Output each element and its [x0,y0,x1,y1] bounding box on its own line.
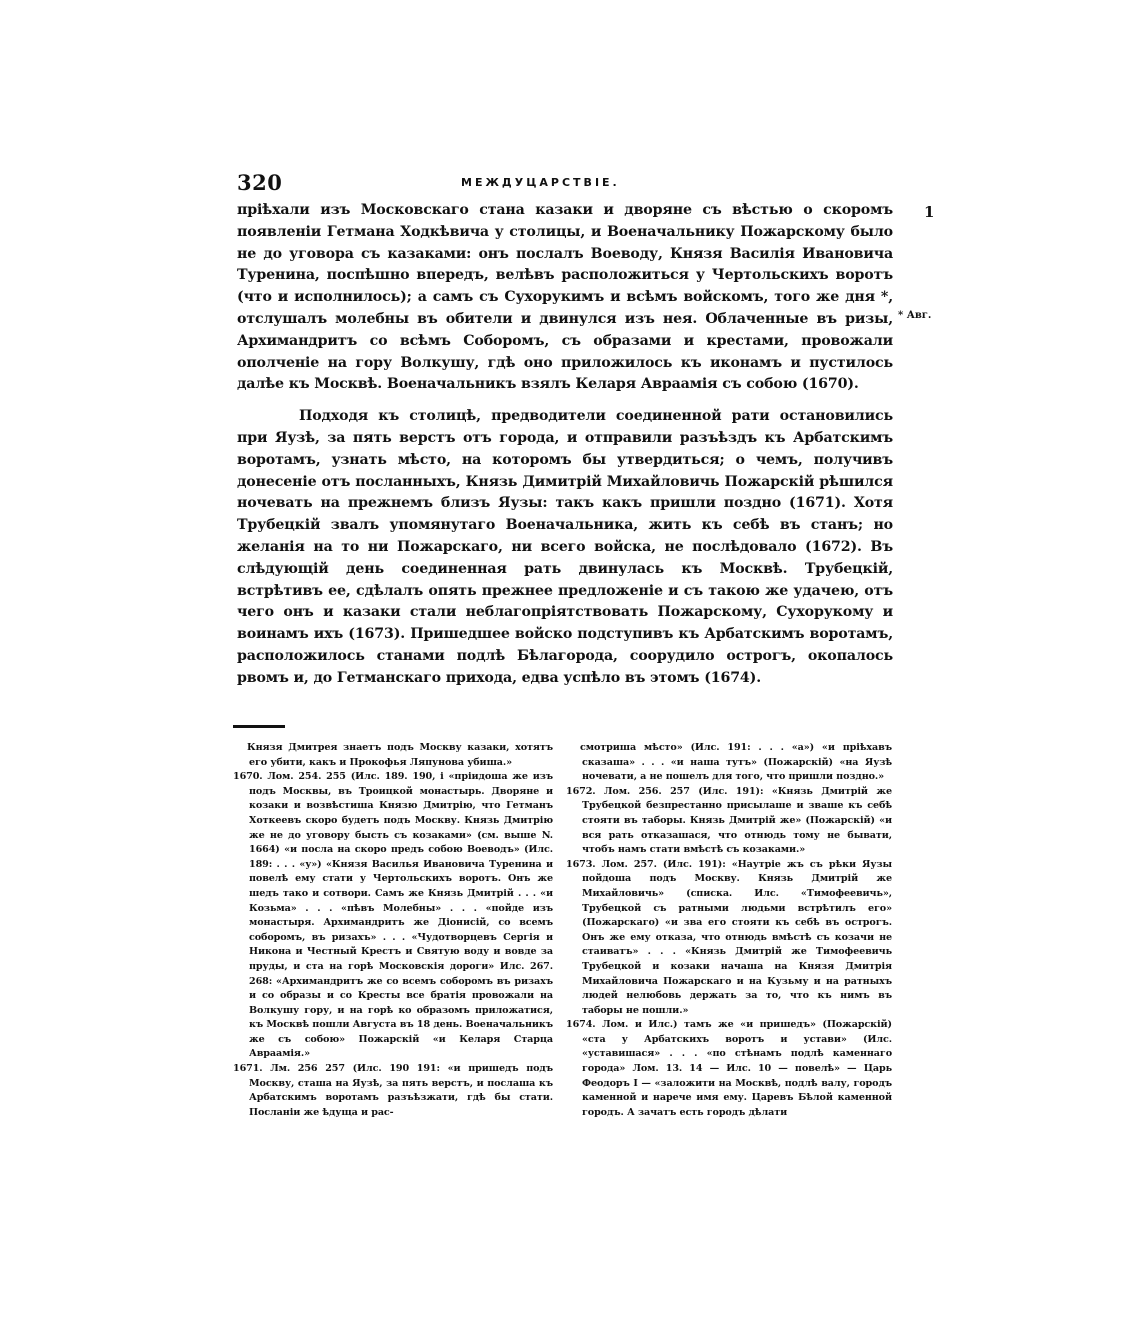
footnote: смотриша мѣсто» (Илс. 191: . . . «а») «и пріѣхавъ сказаша» . . . «и наша тутъ» (Пожарскій) «на Яузѣ ночевати, а не пошелъ для того, что пришли поздно.» [580,742,892,783]
footnote: 1670. Лом. 254. 255 (Илс. 189. 190, і «пріидоша же изъ подъ Москвы, въ Троицкой монастырь. Дворяне и козаки и возвѣстиша Князю Дмитрію, что Гетманъ Хоткеевъ скоро будетъ подъ Москву. Князь Дмитрію же не до уговору бысть съ козаками» (см. выше N. 1664) «и посла на скоро предъ собою Воеводъ» (Илс. 189: . . . «у») «Князя Василья Ивановича Туренина и повелѣ ему стати у Чертольскихъ воротъ. Онъ же шедъ тако и сотвори. Самъ же Князь Дмитрій . . . «и Козьма» . . . «пѣвъ Молебны» . . . «пойде изъ монастыря. Архимандритъ же Діонисій, со всемъ соборомъ, въ ризахъ» . . . «Чудотворцевъ Сергія и Никона и Честный Крестъ и Святую воду и вовде за пруды, и ста на горѣ Московскія дороги» Илс. 267. 268: «Архимандритъ же со всемъ соборомъ въ ризахъ и со образы и со Кресты все братія провожали на Волкушу гору, и на горѣ ко образомъ приложатися, къ Москвѣ пошли Августа въ 18 день. Военачальникъ же съ собою» Пожарскій «и Келаря Старца Авраамія.» [233,771,553,1060]
page-number: 320 [237,170,283,195]
footnote: 1674. Лом. и Илс.) тамъ же «и пришедъ» (Пожарскій) «ста у Арбатскихъ воротъ и устави» (Илс. «уставишася» . . . «по стѣнамъ подлѣ каменнаго города» Лом. 13. 14 — Илс. 10 — повелѣ» — Царь Феодоръ I — «заложити на Москвѣ, подлѣ валу, городъ каменной и нарече имя ему. Царевъ Бѣлой каменной городъ. А зачатъ есть городъ дѣлати [566,1019,892,1118]
footnote-separator [233,725,285,728]
footnote: 1671. Лм. 256 257 (Илс. 190 191: «и пришедъ подъ Москву, сташа на Яузѣ, за пять верстъ, и послаша къ Арбатскимъ воротамъ разъѣзжати, гдѣ бы стати. Посланіи же ѣдуща и рас- [233,1063,553,1118]
running-title: МЕЖДУЦАРСТВІЕ. [461,176,620,189]
body-paragraph: пріѣхали изъ Московскаго стана казаки и дворяне съ вѣстью о скоромъ появленіи Гетмана Ходкѣвича у столицы, и Военачальнику Пожарскому было не до уговора съ казаками: онъ послалъ Воеводу, Князя Василія Ивановича Туренина, поспѣшно впередъ, велѣвъ расположиться у Чертольскихъ воротъ (что и исполнилось); а самъ съ Сухорукимъ и всѣмъ войскомъ, того же дня *, отслушалъ молебны въ обители и двинулся изъ нея. Облаченные въ ризы, Архимандритъ со всѣмъ Соборомъ, съ образами и крестами, провожали ополченіе на гору Волкушу, гдѣ оно приложилось къ иконамъ и пустилось далѣе къ Москвѣ. Военачальникъ взялъ Келаря Авраамія съ собою (1670). [237,202,893,393]
page-header [233,170,893,198]
main-text [237,200,893,690]
footnote: 1672. Лом. 256. 257 (Илс. 191): «Князь Дмитрій же Трубецкой безпрестанно присылаше и зваше къ себѣ стояти въ таборы. Князь Дмитрій же» (Пожарскій) «и вся рать отказашася, что отнюдь тому не бывати, чтобъ намъ стати вмѣстѣ съ козаками.» [566,785,892,856]
margin-date-note: * Авг. [898,310,932,321]
margin-number: 1 [924,203,935,221]
footnote: Князя Дмитрея знаетъ подъ Москву казаки, хотятъ его убити, какъ и Прокофья Ляпунова убиша.» [247,742,553,768]
footnotes-right-column [566,741,892,1120]
body-paragraph: Подходя къ столицѣ, предводители соединенной рати остановились при Яузѣ, за пять верстъ отъ города, и отправили разъѣздъ къ Арбатскимъ воротамъ, узнать мѣсто, на которомъ бы утвердиться; о чемъ, получивъ донесеніе отъ посланныхъ, Князь Димитрій Михайловичь Пожарскій рѣшился ночевать на прежнемъ близъ Яузы: такъ какъ пришли поздно (1671). Хотя Трубецкій звалъ упомянутаго Военачальника, жить къ себѣ въ станъ; но желанія на то ни Пожарскаго, ни всего войска, не послѣдовало (1672). Въ слѣдующій день соединенная рать двинулась къ Москвѣ. Трубецкій, встрѣтивъ ее, сдѣлалъ опять прежнее предложеніе и съ такою же удачею, отъ чего онъ и казаки стали неблагопріятствовать Пожарскому, Сухорукому и воинамъ ихъ (1673). Пришедшее войско подступивъ къ Арбатскимъ воротамъ, расположилось станами подлѣ Бѣлагорода, соорудило острогъ, окопалось рвомъ и, до Гетманскаго прихода, едва успѣло въ этомъ (1674). [237,408,893,686]
footnotes-left-column [233,741,553,1120]
footnote: 1673. Лом. 257. (Илс. 191): «Наутріе жъ съ рѣки Яузы пойдоша подъ Москву. Князь Дмитрій же Михайловичь» (списка. Илс. «Тимофеевичь», Трубецкой съ ратными людьми встрѣтилъ его» (Пожарскаго) «и зва его стояти къ себѣ въ острогъ. Онъ же ему отказа, что отнюдь вмѣстѣ съ козачи не стаиватъ» . . . «Князь Дмитрій же Тимофеевичь Трубецкой и козаки начаша на Князя Дмитрія Михайловича Пожарскаго и на Кузьму и на ратныхъ людей нелюбовь держать за то, что къ нимъ въ таборы не пошли.» [566,858,892,1016]
